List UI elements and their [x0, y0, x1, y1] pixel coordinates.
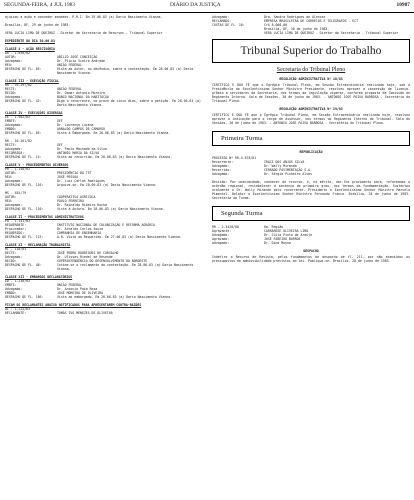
field-row [5, 235, 201, 239]
field-value: ANTONIO MARIA DA SILVA [57, 151, 100, 155]
field-label: DESPACHO DE FL. 186: [5, 295, 44, 299]
field-value: ARNALDO CAMPOS DE CAMARGO [57, 127, 105, 131]
field-value: EMPRESA BRASILEIRA DE CORREIOS E TELÉGRAFOS - ECT [264, 19, 359, 23]
right-column [212, 15, 410, 267]
second-panel-section: DESPACHO [303, 249, 319, 253]
field-label: CUSTAS DE FL. 10: [212, 23, 245, 27]
field-row [5, 311, 201, 315]
second-panel-heading: Segunda Turma [212, 206, 410, 221]
field-value: INSTITUTO NACIONAL DE COLONIZAÇÃO E REFORMA AGRÁRIA [57, 223, 155, 227]
field-label: RECDO: [5, 259, 17, 263]
field-label: RECLAMADO: [212, 19, 232, 23]
field-value: Dr. Sérgio Pinheiro Alves [264, 172, 312, 176]
field-label: RECTE: [5, 87, 17, 91]
field-value: Vista à Embargada. Em 28.06.83 (a) Dario Nascimento Vianna. [57, 131, 171, 135]
field-label: DESPACHO DE FL. 48: [5, 263, 42, 267]
case-block [5, 163, 201, 187]
field-value: Dr. Ulisses Riedel de Resende [57, 255, 113, 259]
field-label: RÉU: [5, 175, 13, 179]
field-label: Advogado: [212, 164, 230, 168]
field-value: VERA LÚCIA LIMA DE QUEIROZ - Diretor da Secretaria - Tribunal Superior [264, 31, 399, 35]
field-value: UNIÃO FEDERAL [57, 283, 82, 287]
field-value: IRACI DOS ANJOS SILVA [264, 160, 305, 164]
field-label: DESPACHO DE FL. 110: [5, 207, 44, 211]
field-value: UNIÃO FEDERAL [57, 87, 82, 91]
field-label: PR - 1.140/83 [5, 167, 30, 171]
field-value: Dr. Júlio Pinto de Araújo [264, 233, 312, 237]
field-value: CARRARESE OLIVEIRA LIMA [264, 229, 309, 233]
case-class-title: CLASSE XI - RECLAMAÇÃO TRABALHISTA [5, 243, 71, 247]
case-block [5, 23, 201, 27]
field-label: RR - 10.297/82 [5, 83, 32, 87]
field-value: A.R. Vista ao Requerido. Em 27.06.83 (a) Dario Nascimento Vianna. [57, 235, 182, 239]
field-label: EE - 1.402/83 [5, 115, 30, 119]
second-panel-dispatch: Indefiro o Recurso de Revista, pelos fundamentos do despacho de fl. 211, por não atendidos os pressupostos de admissibilidade previstos em lei. Publique-se. Brasília, 28 de junho de 1983. [212, 255, 410, 263]
field-value: Dr. Arnaldo Carlos Souza [57, 227, 104, 231]
case-text: Brasília, DF, 29 de junho de 1983. [5, 23, 71, 27]
field-label: PA - 1.141/83 [5, 219, 30, 223]
resolution-text: CERTIFICO E DOU FÉ que o Egrégio Tribunal Pleno, em Sessão Extraordinária realizada hoje, sob a Presidência do Excelentíssimo Senhor Ministro Presidente, resolveu aprovar a concessão de licença-prêmio a servidores da Secretaria, nos termos da legislação vigente, conforme proposta da Comissão de Regimento Interno. Sala de Sessões, 30 de junho de 1983. - ANTONIO JOSÉ PAIVA BARBOSA - Secretário do Tribunal Pleno. [212, 83, 410, 103]
field-label: Recorrido: [212, 168, 232, 172]
field-label: RECORRIDA: [5, 151, 25, 155]
field-label: DESPACHO DE FL. 42: [5, 99, 42, 103]
field-label: RÉU: [5, 63, 13, 67]
case-block [5, 31, 201, 35]
field-value: PRESIDÊNCIA DO TST [57, 171, 92, 175]
field-label: RR - 2.3428/80 [212, 225, 239, 229]
case-block [5, 15, 201, 19]
field-label: Advogado: [5, 179, 23, 183]
resolution-block [212, 107, 410, 125]
case-block [5, 79, 201, 107]
field-label: DESPACHO DE FL. 115: [5, 235, 44, 239]
field-row [5, 207, 201, 211]
second-panel-case [212, 225, 410, 245]
case-text: ajuizou a ação e conceder mandato. P.R.I. Em 29.06.83 (a) Dario Nascimento Vianna. [5, 15, 163, 19]
field-value: Intime-se o reclamante da contestação. Em 28.06.83 (a) Dario Nascimento Vianna. [57, 263, 194, 271]
field-label: EMBDO: [5, 291, 17, 295]
field-label: REQUERIDO: [5, 231, 25, 235]
field-label: AR - 1.050/82 [5, 51, 30, 55]
case-class-title: CLASSE II - PROCEDIMENTOS ADMINISTRATIVOS [5, 215, 84, 219]
case-block [5, 111, 201, 135]
field-label: Advogado: [5, 287, 23, 291]
field-row [5, 99, 201, 107]
resolution-title: RESOLUÇÃO ADMINISTRATIVA Nº 19/83 [279, 107, 343, 111]
field-value: Vista à Autora. Em 28.06.83 (a) Dario Nascimento Vianna. [57, 207, 165, 211]
field-label: EMBDO: [5, 127, 17, 131]
case-block [5, 39, 201, 43]
field-label: RECLAMANTE: [5, 311, 27, 315]
case-class-title: CLASSE IV - EXECUÇÕES DIVERSAS [5, 111, 63, 115]
field-value: Brasília, DF, 30 de junho de 1983. [264, 27, 330, 31]
case-block [5, 275, 201, 299]
field-value: Dra. Sandra Rodrigues de Alencar [264, 15, 326, 19]
field-label: PROCESSO Nº RR-4.678/81 [212, 156, 257, 160]
field-value: CERRADO PAVIMENTAÇÃO S.A. [264, 168, 312, 172]
case-text: VERA LÚCIA LIMA DE QUEIROZ - Diretor da Secretaria de Recursos - Tribunal Superior [5, 31, 163, 35]
field-label: Agravante: [212, 229, 232, 233]
case-block [5, 303, 201, 315]
field-value: Dr. Luiz Carlos Rodrigues [57, 179, 105, 183]
field-value: PAULO FERREIRA [57, 199, 84, 203]
field-row [5, 155, 201, 159]
field-row [5, 131, 201, 135]
resolution-block [212, 77, 410, 103]
field-label: DESPACHO DE FL. 65: [5, 131, 42, 135]
field-value: Diga o recorrente, no prazo de cinco dias, sobre a petição. Em 28.06.83 (a) Dario Nascimento Vianna. [57, 99, 201, 107]
field-row [5, 295, 201, 299]
field-label: REQUERENTE: [5, 223, 27, 227]
field-value: ABÍLIO JOSÉ CONCEIÇÃO [57, 55, 98, 59]
resolution-text: CERTIFICO E DOU FÉ que o Egrégio Tribunal Pleno, em Sessão Extraordinária realizada hoje, resolveu aprovar a indicação para o cargo de Assessor, nos termos do Regimento Interno do Tribunal. Sala de Sessões, 30 de junho de 1983. - ANTONIO JOSÉ PAIVA BARBOSA - Secretário do Tribunal Pleno. [212, 113, 410, 125]
field-value: COOPERATIVA AGRÍCOLA [57, 195, 96, 199]
header-date: SEGUNDA-FEIRA, 4 JUL 1983 [4, 2, 76, 8]
case-block [5, 191, 201, 211]
field-label: Advogado: [212, 233, 230, 237]
field-value: JOSÉ MOREIRA DE OLIVEIRA [57, 291, 104, 295]
field-value: TOMÁS IVO MENEZES DE OLIVEIRA [57, 311, 113, 315]
field-value: GEF [57, 143, 63, 147]
first-panel-section: REPUBLICAÇÃO [299, 150, 323, 154]
field-row [212, 172, 410, 176]
field-value: Vista ao recorrido. Em 28.06.83 (a) Dario Nascimento Vianna. [57, 155, 173, 159]
field-label [212, 31, 264, 35]
case-block [5, 243, 201, 271]
field-row [5, 263, 201, 271]
field-label: MS - 455/79 [5, 191, 27, 195]
first-panel-case [212, 156, 410, 176]
field-label: Advogado: [5, 147, 23, 151]
tst-subtitle: Secretaria do Tribunal Pleno [276, 67, 346, 73]
field-value: Dr. Lourenço Lucena [57, 123, 94, 127]
field-value: Dr. Paulo Machado da Silva [57, 147, 107, 151]
resolution-title: RESOLUÇÃO ADMINISTRATIVA Nº 18/83 [279, 77, 343, 81]
case-class-title: CLASSE III - EXECUÇÃO FISCAL [5, 79, 59, 83]
case-block [5, 215, 201, 239]
field-label: RECTE: [5, 143, 17, 147]
field-label: Agravado: [212, 237, 230, 241]
field-value: JOSÉ PESSOA [57, 175, 79, 179]
field-label: DESPACHO DE FL. 116: [5, 183, 44, 187]
field-value: Dr. Reinaldo Ribeiro Rocha [57, 203, 107, 207]
field-label: Advogado: [5, 123, 23, 127]
field-label: AUTOR: [5, 171, 17, 175]
header-journal: DIÁRIO DA JUSTIÇA [170, 2, 221, 8]
field-row [212, 241, 410, 245]
field-value: 6a. Região [264, 225, 284, 229]
field-value: Cr$ 8.000,00 [264, 23, 288, 27]
case-class-title: CLASSE XII - EMBARGOS DECLARATÓRIOS [5, 275, 73, 279]
first-panel-heading: Primeira Turma [212, 131, 410, 146]
page-header [0, 0, 414, 13]
right-top-block [212, 15, 410, 35]
field-label: Advogado: [212, 241, 230, 245]
field-label: AUTOR: [5, 195, 17, 199]
field-value: JOSÉ RIBEIRO BARROS [264, 237, 301, 241]
field-label: DESPACHO DE FL. 14: [5, 155, 42, 159]
field-label: ED - 1.230/83 [5, 279, 30, 283]
resolutions [212, 77, 410, 125]
field-value: COMPANHIA DE ENGENHARIA [57, 231, 102, 235]
first-panel-decision: Decisão: Por unanimidade, conhecer do recurso, e, no mérito, dar-lhe provimento para, reformando o acórdão regional, restabelecer a sentença de primeiro grau, nos termos da fundamentação. Sustentou oralmente o Dr. Wally Miranda pelo recorrente. Presidente o Excelentíssimo Senhor Ministro Marcelo Pimentel. Relator o Excelentíssimo Senhor Ministro Fernando Franco. Brasília, 28 de junho de 1983. Secretaria da Turma. [212, 180, 410, 200]
field-value: BANCO NACIONAL DA HABITAÇÃO [57, 95, 109, 99]
field-label: RÉU: [5, 199, 13, 203]
field-value: JOSÉ PEDRO RODRIGUES DE CARVALHO [57, 251, 119, 255]
field-value: Vista ao embargado. Em 28.06.83 (a) Dario Nascimento Vianna. [57, 295, 173, 299]
header-page-number: 10987 [396, 2, 410, 8]
field-label: Advogado: [5, 203, 23, 207]
case-class-title: CLASSE V - PROCEDIMENTOS DIVERSOS [5, 163, 69, 167]
field-label: EMBTE: [5, 119, 17, 123]
case-block [5, 47, 201, 75]
field-label: RECDO: [5, 91, 17, 95]
case-class-title: CLASSE 4 - AÇÃO RESCISÓRIA [5, 47, 55, 51]
field-label: AI - 1.224/83 [5, 307, 30, 311]
field-value: Dr. Antonio Paim Rosa [57, 287, 98, 291]
field-value: SUPERINTENDÊNCIA DO DESENVOLVIMENTO DO NORDESTE [57, 259, 148, 263]
field-label: Procurador: [5, 227, 27, 231]
field-value: GEF [57, 119, 63, 123]
field-label: Advogado: [5, 59, 23, 63]
field-label: RT - 118/83 [5, 247, 27, 251]
field-label: AUTOR: [5, 55, 17, 59]
field-label: Advogado: [212, 172, 230, 176]
case-class-title: FICAM OS RECLAMANTES ABAIXO NOTIFICADOS PARA APRESENTAREM CONTRA-RAZÕES [5, 303, 142, 307]
field-value: Dr. Plínio Vieira Andrade [57, 59, 105, 63]
case-class-title: EXPEDIENTE DO DIA 30.06.83 [5, 39, 55, 43]
field-row [5, 67, 201, 75]
field-row [5, 183, 201, 187]
field-label: Advogado: [212, 15, 230, 19]
field-label: Recorrente: [212, 160, 234, 164]
field-label: Advogado: [5, 95, 23, 99]
case-block [5, 139, 201, 159]
field-value: Dr. Dino Moyna [264, 241, 291, 245]
field-row [212, 31, 410, 35]
field-value: Dr. Wally Miranda [264, 164, 297, 168]
tst-title: Tribunal Superior do Trabalho [212, 39, 410, 63]
field-value: UNIÃO FEDERAL [57, 63, 82, 67]
field-label: RECTE: [5, 251, 17, 255]
field-label: DESPACHO DE FL. 65: [5, 67, 42, 71]
field-label: EMBTE: [5, 283, 17, 287]
field-value: Vista ao Autor, no decêndio, sobre a contestação. Em 28.06.83 (a) Dario Nascimento Vianna. [57, 67, 194, 75]
left-column [5, 15, 201, 319]
field-value: Arquive-se. Em 28.06.83 (a) Dario Nascimento Vianna. [57, 183, 157, 187]
field-value: Dr. Osmar Antonio Moreira [57, 91, 105, 95]
field-label: Advogado: [5, 255, 23, 259]
field-label: RR - 10.261/82 [5, 139, 32, 143]
